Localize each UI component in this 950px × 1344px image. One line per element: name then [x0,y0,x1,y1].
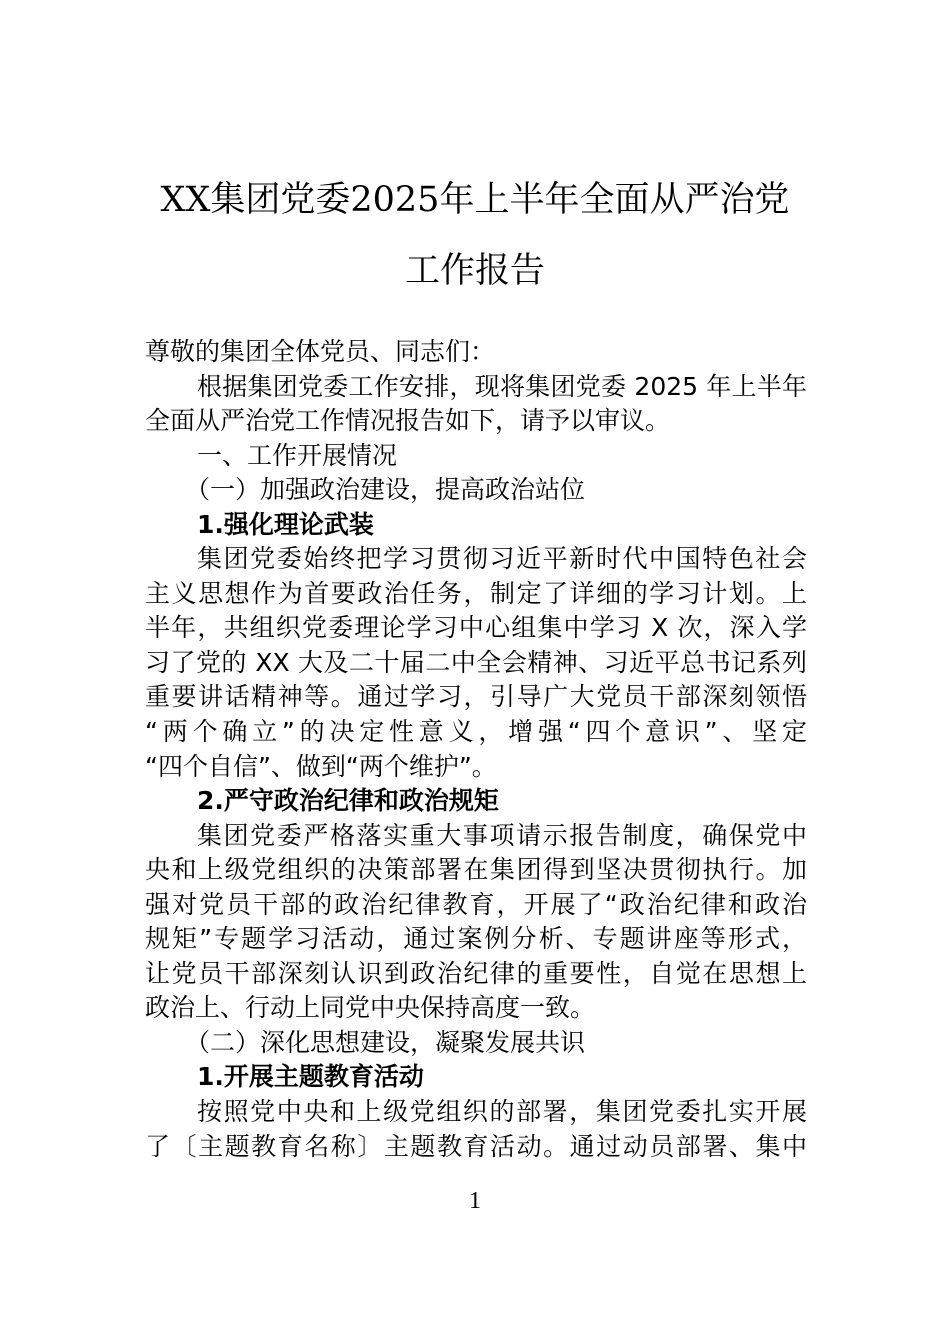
subsection-heading: （二）深化思想建设，凝聚发展共识 [185,1027,586,1057]
paragraph-line: 强对党员干部的政治纪律教育，开展了“政治纪律和政治 [145,889,807,919]
item-heading: 1.开展主题教育活动 [197,1062,424,1092]
paragraph-line: 重要讲话精神等。通过学习，引导广大党员干部深刻领悟 [145,682,807,712]
paragraph-line: 让党员干部深刻认识到政治纪律的重要性，自觉在思想上 [145,958,807,988]
paragraph-line: 主义思想作为首要政治任务，制定了详细的学习计划。上 [145,578,807,608]
paragraph-line: “四个自信”、做到“两个维护”。 [145,751,497,781]
paragraph-line: 习了党的 XX 大及二十届二中全会精神、习近平总书记系列 [145,647,807,677]
paragraph-line: 政治上、行动上同党中央保持高度一致。 [145,993,596,1023]
document-title-line-1: XX集团党委2025年上半年全面从严治党 [160,180,790,220]
salutation: 尊敬的集团全体党员、同志们： [145,337,496,366]
document-body [145,335,807,1164]
item-heading: 2.严守政治纪律和政治规矩 [197,786,499,816]
section-heading: 一、工作开展情况 [197,440,398,470]
paragraph-line: “两个确立”的决定性意义，增强“四个意识”、坚定 [145,717,807,747]
paragraph-line: 全面从严治党工作情况报告如下，请予以审议。 [145,406,671,436]
paragraph-line: 根据集团党委工作安排，现将集团党委 2025 年上半年 [197,371,807,401]
paragraph-line: 央和上级党组织的决策部署在集团得到坚决贯彻执行。加 [145,855,807,885]
item-heading: 1.强化理论武装 [197,509,374,539]
subsection-heading: （一）加强政治建设，提高政治站位 [185,475,586,505]
document-title-line-2: 工作报告 [404,251,545,291]
page-number: 1 [469,1188,481,1214]
paragraph-line: 集团党委始终把学习贯彻习近平新时代中国特色社会 [197,544,807,574]
paragraph-line: 了〔主题教育名称〕主题教育活动。通过动员部署、集中 [145,1131,807,1161]
paragraph-line: 规矩”专题学习活动，通过案例分析、专题讲座等形式， [145,924,807,954]
paragraph-line: 集团党委严格落实重大事项请示报告制度，确保党中 [197,820,807,850]
paragraph-line: 按照党中央和上级党组织的部署，集团党委扎实开展 [197,1097,807,1127]
paragraph-line: 半年，共组织党委理论学习中心组集中学习 X 次，深入学 [145,613,807,643]
